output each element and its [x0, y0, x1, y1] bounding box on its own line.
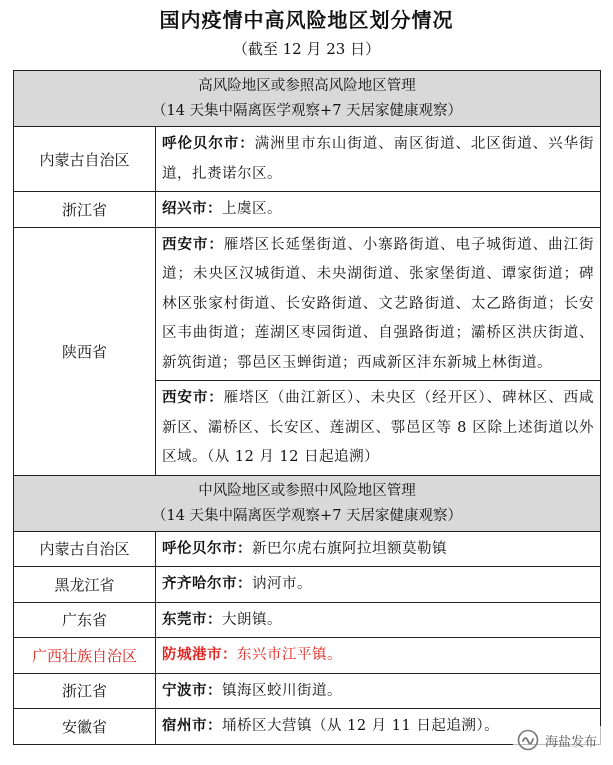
table-row: [14, 127, 601, 192]
area-list: 满洲里市东山街道、南区街道、北区街道、兴华街道，扎赉诺尔区。: [162, 136, 595, 182]
city-name: 呼伦贝尔市：: [162, 135, 255, 152]
wechat-channel-icon: [517, 729, 539, 751]
city-name: 宁波市：: [162, 681, 222, 699]
area-cell: [156, 602, 601, 638]
province-cell: 内蒙古自治区: [14, 531, 156, 567]
medium-risk-header-title: 中风险地区或参照中风险地区管理: [198, 482, 416, 499]
medium-risk-header: [14, 475, 601, 531]
high-risk-header-note: （14 天集中隔离医学观察+7 天居家健康观察）: [151, 103, 463, 119]
table-row-highlighted: [14, 638, 601, 674]
area-list: 雁塔区长延堡街道、小寨路街道、电子城街道、曲江街道；未央区汉城街道、未央湖街道、张家堡街道、谭家街道；碑林区张家村街道、长安路街道、文艺路街道、太乙路街道；长安区韦曲街道；莲湖区枣园街道、自强路街道；灞桥区洪庆街道、新筑街道；鄠邑区玉蝉街道；西咸新区沣东新城上林街道。: [162, 236, 595, 371]
area-list: 东兴市江平镇。: [237, 647, 342, 663]
table-row: [14, 567, 601, 603]
province-cell: 安徽省: [14, 709, 156, 745]
area-list: 雁塔区（曲江新区）、未央区（经开区）、碑林区、西咸新区、灞桥区、长安区、莲湖区、鄠邑区等 8 区除上述街道以外区域。（从 12 月 12 日起追溯）: [162, 390, 595, 465]
city-name: 东莞市：: [162, 610, 222, 628]
province-cell: 黑龙江省: [14, 567, 156, 603]
area-list: 大朗镇。: [222, 611, 282, 628]
city-name: 西安市：: [162, 235, 224, 253]
table-row: [14, 673, 601, 709]
province-cell: 陕西省: [14, 227, 156, 475]
city-name: 绍兴市：: [162, 200, 222, 217]
area-cell: [156, 638, 601, 674]
table-row: [14, 192, 601, 228]
province-cell: 内蒙古自治区: [14, 127, 156, 192]
risk-area-table: [13, 70, 601, 745]
watermark-text: 海盐发布: [544, 734, 597, 750]
area-list: 新巴尔虎右旗阿拉坦额莫勒镇: [252, 540, 447, 557]
area-cell: [156, 381, 601, 476]
medium-risk-header-note: （14 天集中隔离医学观察+7 天居家健康观察）: [151, 507, 463, 524]
table-row: [14, 531, 601, 567]
area-list: 埇桥区大营镇（从 12 月 11 日起追溯）。: [222, 718, 500, 734]
table-row: [14, 227, 601, 381]
city-name: 齐齐哈尔市：: [162, 575, 252, 592]
high-risk-header-title: 高风险地区或参照高风险地区管理: [198, 78, 416, 94]
area-list: 讷河市。: [252, 576, 312, 592]
city-name: 呼伦贝尔市：: [162, 539, 252, 557]
area-cell: [156, 192, 601, 228]
high-risk-header-row: [14, 71, 601, 127]
area-cell: [156, 567, 601, 603]
area-cell: [156, 227, 601, 381]
area-list: 上虞区。: [222, 201, 282, 217]
area-cell: [156, 531, 601, 567]
medium-risk-header-row: [14, 475, 601, 531]
page-title: 国内疫情中高风险地区划分情况: [159, 8, 454, 32]
province-cell: 广东省: [14, 602, 156, 638]
city-name: 西安市：: [162, 389, 224, 406]
page-subtitle: （截至 12 月 23 日）: [232, 40, 381, 58]
area-list: 镇海区蛟川街道。: [222, 682, 342, 699]
city-name: 防城港市：: [162, 646, 237, 663]
watermark: [513, 726, 601, 754]
city-name: 宿州市：: [162, 717, 222, 734]
province-cell: 浙江省: [14, 192, 156, 228]
area-cell: [156, 673, 601, 709]
province-cell: 广西壮族自治区: [14, 638, 156, 674]
table-row: [14, 602, 601, 638]
high-risk-header: [14, 71, 601, 127]
province-cell: 浙江省: [14, 673, 156, 709]
area-cell: [156, 127, 601, 192]
